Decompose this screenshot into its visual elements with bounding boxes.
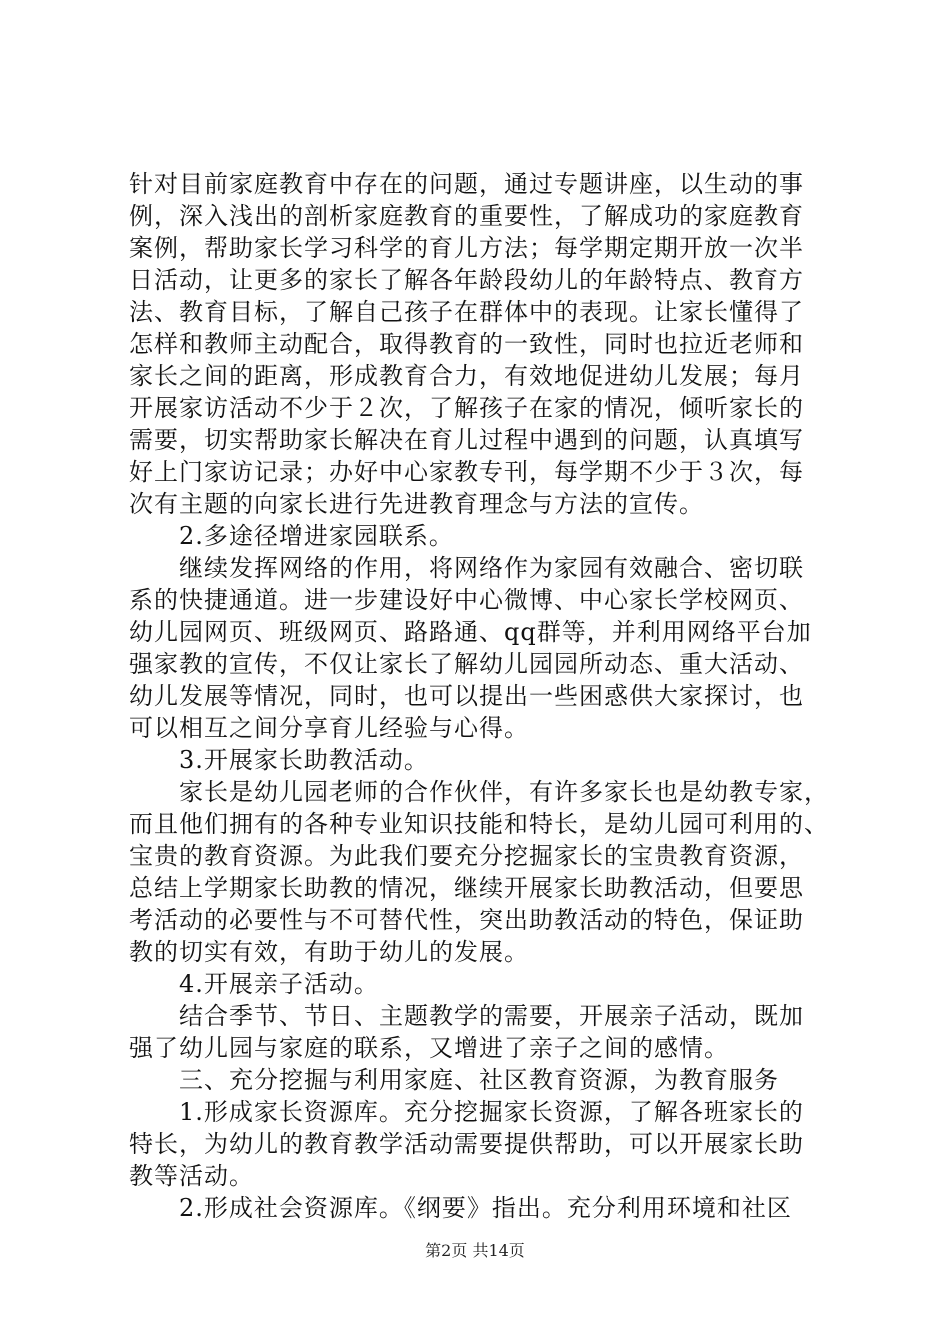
- text-line: 考活动的必要性与不可替代性，突出助教活动的特色，保证助: [129, 906, 804, 934]
- text-line: 幼儿园网页、班级网页、路路通、qq群等，并利用网络平台加: [129, 618, 812, 646]
- text-line: 法、教育目标，了解自己孩子在群体中的表现。让家长懂得了: [129, 298, 804, 326]
- text-line: 家长是幼儿园老师的合作伙伴，有许多家长也是幼教专家，: [129, 778, 829, 806]
- text-line: 系的快捷通道。进一步建设好中心微博、中心家长学校网页、: [129, 586, 804, 614]
- text-line: 总结上学期家长助教的情况，继续开展家长助教活动，但要思: [129, 874, 804, 902]
- text-line: 开展家访活动不少于２次，了解孩子在家的情况，倾听家长的: [129, 394, 804, 422]
- text-line: 幼儿发展等情况，同时，也可以提出一些困惑供大家探讨，也: [129, 682, 804, 710]
- text-line: 家长之间的距离，形成教育合力，有效地促进幼儿发展；每月: [129, 362, 804, 390]
- text-line: 例，深入浅出的剖析家庭教育的重要性，了解成功的家庭教育: [129, 202, 804, 230]
- text-line: 强家教的宣传，不仅让家长了解幼儿园园所动态、重大活动、: [129, 650, 804, 678]
- section-heading: 3.开展家长助教活动。: [129, 746, 429, 774]
- document-body: [129, 168, 841, 1224]
- text-line: 教的切实有效，有助于幼儿的发展。: [129, 938, 529, 966]
- page-number-footer: 第2页 共14页: [425, 1241, 525, 1260]
- text-line: 可以相互之间分享育儿经验与心得。: [129, 714, 529, 742]
- text-line: 宝贵的教育资源。为此我们要充分挖掘家长的宝贵教育资源，: [129, 842, 804, 870]
- text-line: 需要，切实帮助家长解决在育儿过程中遇到的问题，认真填写: [129, 426, 804, 454]
- text-line: 2.形成社会资源库。《纲要》指出。充分利用环境和社区: [129, 1194, 792, 1222]
- text-line: 怎样和教师主动配合，取得教育的一致性，同时也拉近老师和: [129, 330, 804, 358]
- text-line: 次有主题的向家长进行先进教育理念与方法的宣传。: [129, 490, 704, 518]
- text-line: 强了幼儿园与家庭的联系，又增进了亲子之间的感情。: [129, 1034, 729, 1062]
- text-line: 特长，为幼儿的教育教学活动需要提供帮助，可以开展家长助: [129, 1130, 804, 1158]
- section-heading: 2.多途径增进家园联系。: [129, 522, 454, 550]
- section-heading: 三、充分挖掘与利用家庭、社区教育资源，为教育服务: [129, 1066, 779, 1094]
- text-line: 继续发挥网络的作用，将网络作为家园有效融合、密切联: [129, 554, 804, 582]
- text-line: 而且他们拥有的各种专业知识技能和特长，是幼儿园可利用的、: [129, 810, 829, 838]
- text-line: 结合季节、节日、主题教学的需要，开展亲子活动，既加: [129, 1002, 804, 1030]
- text-line: 教等活动。: [129, 1162, 254, 1190]
- section-heading: 4.开展亲子活动。: [129, 970, 379, 998]
- text-line: 好上门家访记录；办好中心家教专刊，每学期不少于３次，每: [129, 458, 804, 486]
- text-line: 日活动，让更多的家长了解各年龄段幼儿的年龄特点、教育方: [129, 266, 804, 294]
- text-line: 案例，帮助家长学习科学的育儿方法；每学期定期开放一次半: [129, 234, 804, 262]
- text-line: 1.形成家长资源库。充分挖掘家长资源，了解各班家长的: [129, 1098, 804, 1126]
- text-line: 针对目前家庭教育中存在的问题，通过专题讲座，以生动的事: [129, 170, 804, 198]
